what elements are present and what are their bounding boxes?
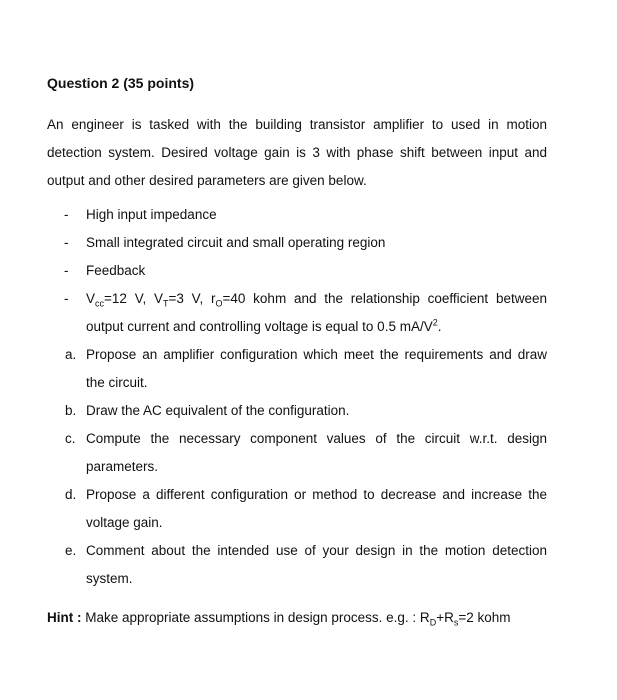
task-item-a bbox=[47, 341, 547, 397]
ro-symbol: r bbox=[210, 291, 216, 306]
requirement-item bbox=[47, 257, 547, 285]
requirement-item bbox=[47, 229, 547, 257]
vcc-value: =12 V, bbox=[104, 291, 154, 306]
task-text: Draw the AC equivalent of the configuration. bbox=[86, 403, 350, 418]
hint-tail: =2 kohm bbox=[458, 610, 511, 625]
vt-symbol: V bbox=[154, 291, 164, 306]
dash-bullet: - bbox=[64, 291, 69, 306]
unit-superscript: 2 bbox=[432, 317, 438, 328]
requirement-text: Feedback bbox=[86, 263, 146, 278]
dash-bullet: - bbox=[64, 235, 69, 250]
requirement-item-parameters bbox=[47, 285, 547, 341]
requirement-item bbox=[47, 201, 547, 229]
hint-plus: +R bbox=[436, 610, 454, 625]
task-text: Comment about the intended use of your design in the motion detection system. bbox=[86, 543, 547, 586]
task-letter: b. bbox=[65, 403, 77, 418]
ro-subscript: O bbox=[215, 298, 223, 309]
requirement-text: High input impedance bbox=[86, 207, 217, 222]
requirement-text: Small integrated circuit and small operating region bbox=[86, 235, 386, 250]
hint-line bbox=[47, 604, 547, 632]
question-title: Question 2 (35 points) bbox=[47, 75, 195, 91]
task-item-c bbox=[47, 425, 547, 481]
sentence-end: . bbox=[437, 319, 442, 334]
dash-bullet: - bbox=[64, 263, 69, 278]
task-letter: e. bbox=[65, 543, 77, 558]
task-text: Propose a different configuration or method to decrease and increase the voltage gain. bbox=[86, 487, 547, 530]
vt-subscript: T bbox=[163, 298, 169, 309]
task-letter: c. bbox=[65, 431, 76, 446]
task-text: Compute the necessary component values of the circuit w.r.t. design parameters. bbox=[86, 431, 547, 474]
rs-subscript: s bbox=[453, 617, 459, 628]
vcc-subscript: cc bbox=[95, 298, 105, 309]
rd-subscript: D bbox=[429, 617, 437, 628]
ro-value-text: =40 kohm and the relationship coefficient between output current and controlling voltage is equal to 0.5 mA/V bbox=[86, 291, 547, 334]
task-item-e bbox=[47, 537, 547, 593]
requirements-list bbox=[47, 201, 547, 341]
dash-bullet: - bbox=[64, 207, 69, 222]
task-item-b bbox=[47, 397, 547, 425]
task-text: Propose an amplifier configuration which meet the requirements and draw the circuit. bbox=[86, 347, 547, 390]
question-document bbox=[47, 74, 547, 632]
question-intro: An engineer is tasked with the building transistor amplifier to used in motion detection system. Desired voltage gain is 3 with phase shift between input and output and other desired parameters are given below. bbox=[47, 117, 547, 188]
vt-value: =3 V, bbox=[168, 291, 211, 306]
task-item-d bbox=[47, 481, 547, 537]
vcc-symbol: V bbox=[86, 291, 96, 306]
task-letter: d. bbox=[65, 487, 77, 502]
hint-text: Make appropriate assumptions in design process. e.g. : R bbox=[81, 610, 430, 625]
task-list bbox=[47, 341, 547, 593]
hint-label: Hint : bbox=[47, 610, 82, 625]
task-letter: a. bbox=[65, 347, 77, 362]
